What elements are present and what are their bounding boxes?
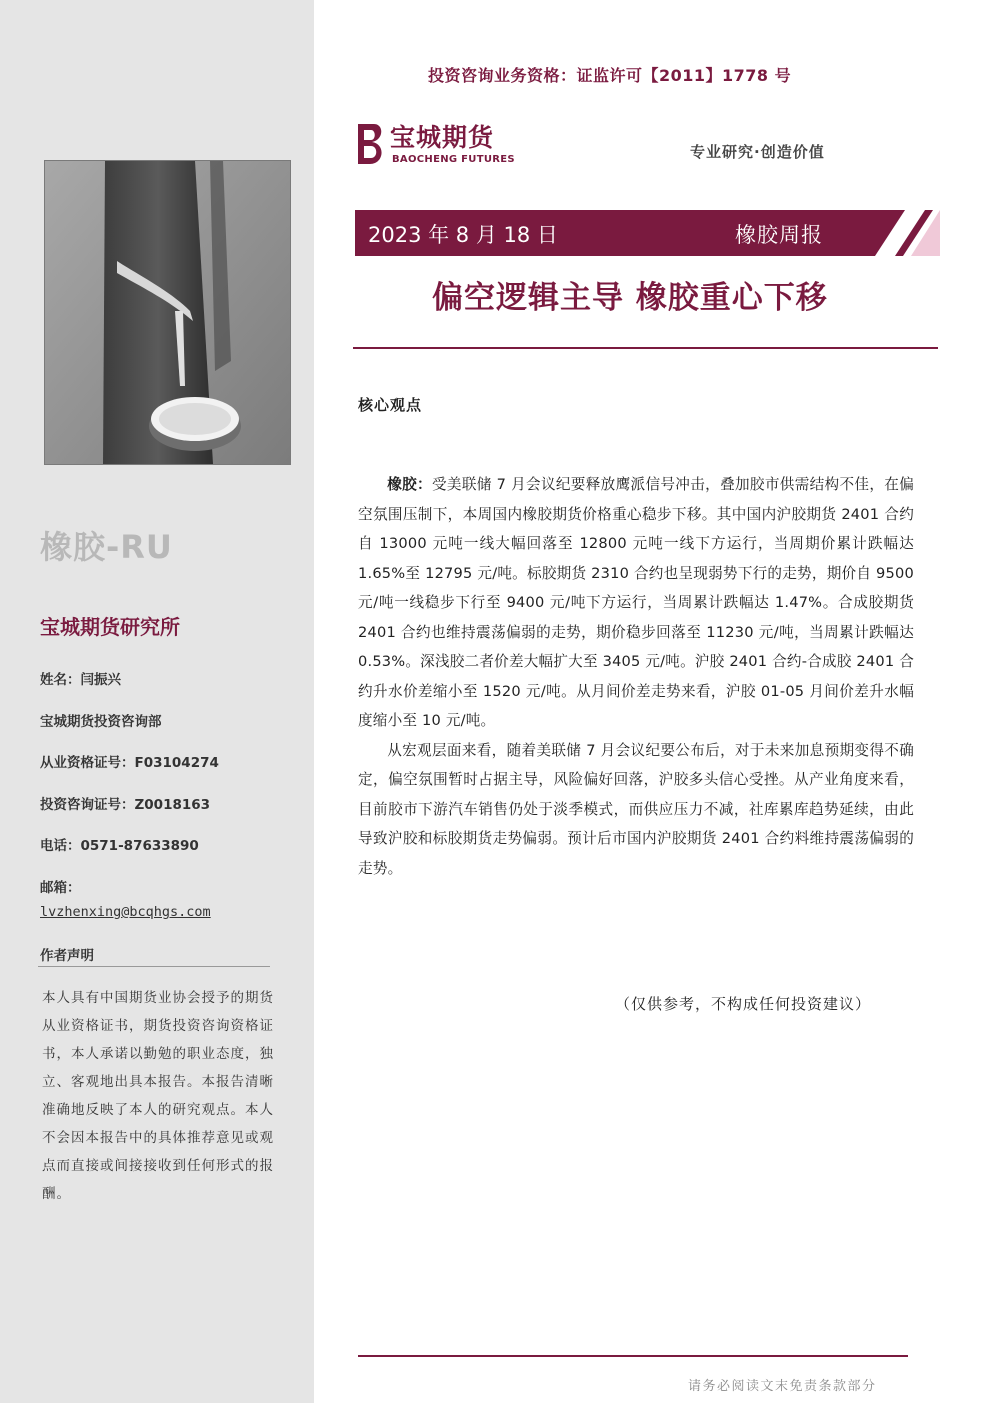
- logo-chinese: 宝城期货: [390, 123, 495, 152]
- headline-rule: [353, 347, 938, 349]
- report-type: 橡胶周报: [735, 223, 823, 247]
- slogan: 专业研究·创造价值: [690, 143, 825, 161]
- email-label: 邮箱：: [40, 880, 81, 896]
- logo-mark-icon: [352, 120, 388, 168]
- department: 宝城期货投资咨询部: [40, 714, 162, 730]
- footer-rule: [358, 1355, 908, 1357]
- headline: 偏空逻辑主导 橡胶重心下移: [432, 280, 828, 316]
- paragraph-2: 从宏观层面来看，随着美联储 7 月会议纪要公布后，对于未来加息预期变得不确定，偏空氛围暂时占据主导，风险偏好回落，沪胶多头信心受挫。从产业角度来看，目前胶市下游汽车销售仍处于淡季模式，而供应压力不减，社库累库趋势延续，由此导致沪胶和标胶期货走势偏弱。预计后市国内沪胶期货 2401 合约料维持震荡偏弱的走势。: [358, 741, 914, 877]
- sidebar-divider: [38, 966, 270, 967]
- sector-title: 橡胶-RU: [40, 528, 173, 566]
- consult-number: 投资咨询证号：Z0018163: [40, 797, 211, 813]
- author-name: 姓名：闫振兴: [40, 672, 121, 688]
- body-text: [358, 470, 914, 883]
- core-viewpoint-title: 核心观点: [358, 396, 423, 414]
- license-line: 投资咨询业务资格：证监许可【2011】1778 号: [428, 66, 792, 85]
- disclaimer: （仅供参考，不构成任何投资建议）: [615, 995, 872, 1013]
- rubber-tapping-photo: [44, 160, 291, 465]
- paragraph-1: [358, 470, 914, 736]
- logo-english: BAOCHENG FUTURES: [392, 154, 515, 165]
- institute-name: 宝城期货研究所: [40, 615, 180, 639]
- paragraph-1-lead: 橡胶：: [387, 476, 432, 493]
- author-statement: 本人具有中国期货业协会授予的期货从业资格证书，期货投资咨询资格证书，本人承诺以勤勉的职业态度，独立、客观地出具本报告。本报告清晰准确地反映了本人的研究观点。本人不会因本报告中的具体推荐意见或观点而直接或间接接收到任何形式的报酬。: [42, 990, 274, 1202]
- paragraph-1-text: 受美联储 7 月会议纪要释放鹰派信号冲击，叠加胶市供需结构不佳，在偏空氛围压制下，本周国内橡胶期货价格重心稳步下移。其中国内沪胶期货 2401 合约自 13000 元吨一线大幅回落至 12800 元吨一线下方运行，当周期价累计跌幅达 1.65%至 12795 元/吨。标胶期货 2310 合约也呈现弱势下行的走势，期价自 9500 元/吨一线稳步下行至 9400 元/吨下方运行，当周累计跌幅达 1.47%。合成胶期货 2401 合约也维持震荡偏弱的走势，期价稳步回落至 11230 元/吨，当周累计跌幅达 0.53%。深浅胶二者价差大幅扩大至 3405 元/吨。沪胶 2401 合约-合成胶 2401 合约升水价差缩小至 1520 元/吨。从月间价差走势来看，沪胶 01-05 月间价差升水幅度缩小至 10 元/吨。: [358, 476, 914, 729]
- qualification-number: 从业资格证号：F03104274: [40, 755, 219, 771]
- email-link[interactable]: lvzhenxing@bcqhgs.com: [40, 904, 211, 920]
- statement-title: 作者声明: [40, 948, 94, 964]
- phone: 电话：0571-87633890: [40, 838, 199, 854]
- footer-note: 请务必阅读文末免责条款部分: [688, 1379, 877, 1394]
- rubber-tree-image: [45, 161, 290, 464]
- report-date: 2023 年 8 月 18 日: [368, 223, 558, 247]
- company-logo: [352, 118, 522, 174]
